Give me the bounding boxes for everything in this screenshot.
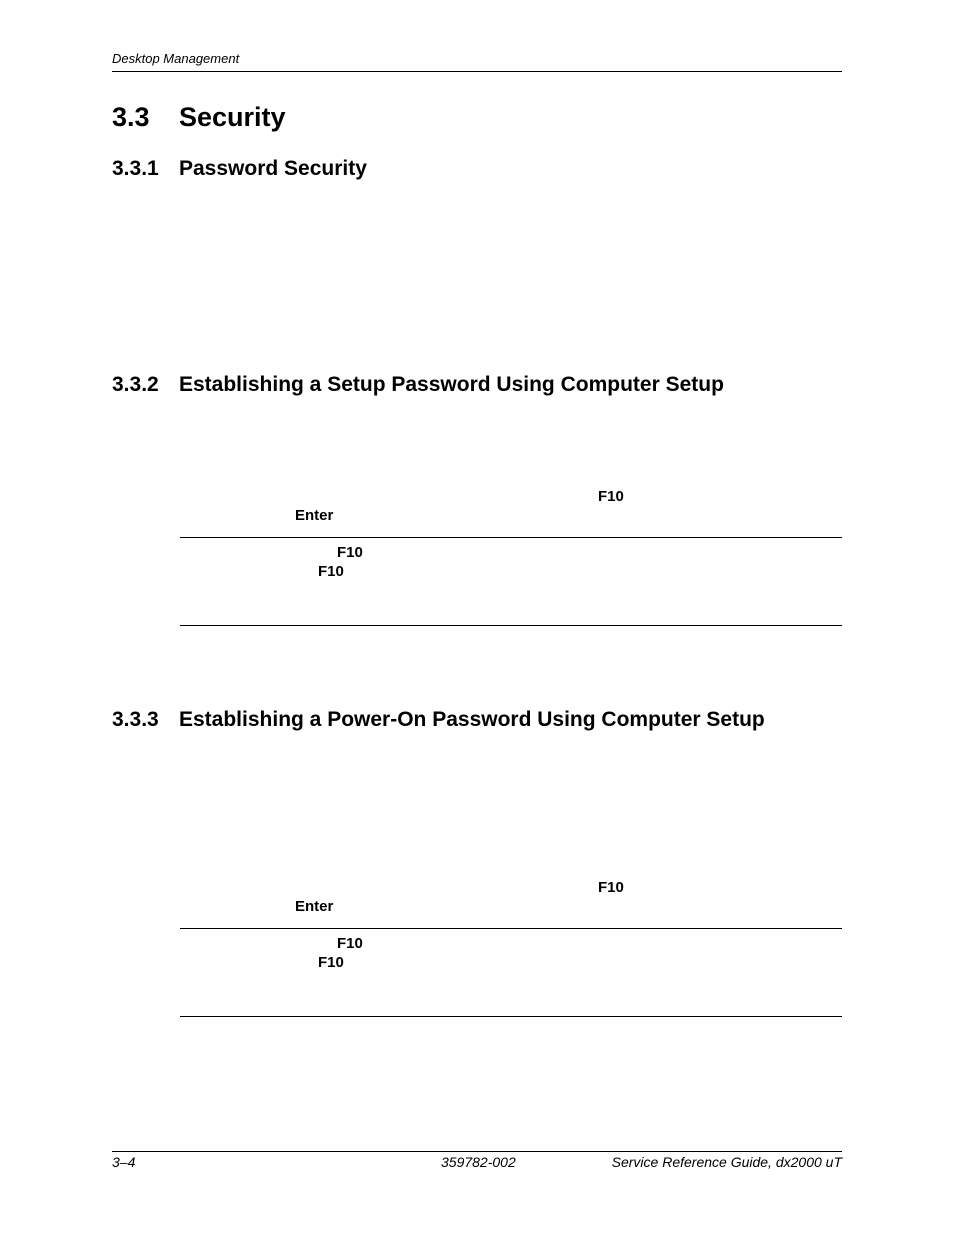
section-heading: [112, 102, 286, 133]
note-key-label-f10: F10: [318, 563, 344, 580]
note-key-label-f10: F10: [337, 935, 363, 952]
subsection-heading-password-security: [112, 157, 367, 181]
key-label-f10: F10: [598, 879, 624, 896]
footer-guide-title: Service Reference Guide, dx2000 uT: [611, 1154, 842, 1170]
footer-rule: [112, 1151, 842, 1152]
footer-page-number: 3–4: [112, 1154, 136, 1170]
note-key-label-f10: F10: [318, 954, 344, 971]
header-rule: [112, 71, 842, 72]
subsection-number: 3.3.1: [112, 157, 159, 180]
key-label-enter: Enter: [295, 507, 334, 524]
subsection-title: Password Security: [179, 157, 367, 180]
section-number: 3.3: [112, 102, 150, 132]
running-header: Desktop Management: [112, 51, 240, 66]
subsection-heading-power-on-password: [112, 708, 765, 732]
note-top-rule: [180, 537, 842, 538]
note-bottom-rule: [180, 625, 842, 626]
subsection-title: Establishing a Setup Password Using Computer Setup: [179, 373, 724, 396]
key-label-f10: F10: [598, 488, 624, 505]
section-title: Security: [179, 102, 286, 132]
note-key-label-f10: F10: [337, 544, 363, 561]
key-label-enter: Enter: [295, 898, 334, 915]
subsection-number: 3.3.3: [112, 708, 159, 731]
subsection-number: 3.3.2: [112, 373, 159, 396]
note-bottom-rule: [180, 1016, 842, 1017]
subsection-heading-setup-password: [112, 373, 724, 397]
footer-part-number: 359782-002: [441, 1154, 516, 1170]
subsection-title: Establishing a Power-On Password Using Computer Setup: [179, 708, 765, 731]
note-top-rule: [180, 928, 842, 929]
